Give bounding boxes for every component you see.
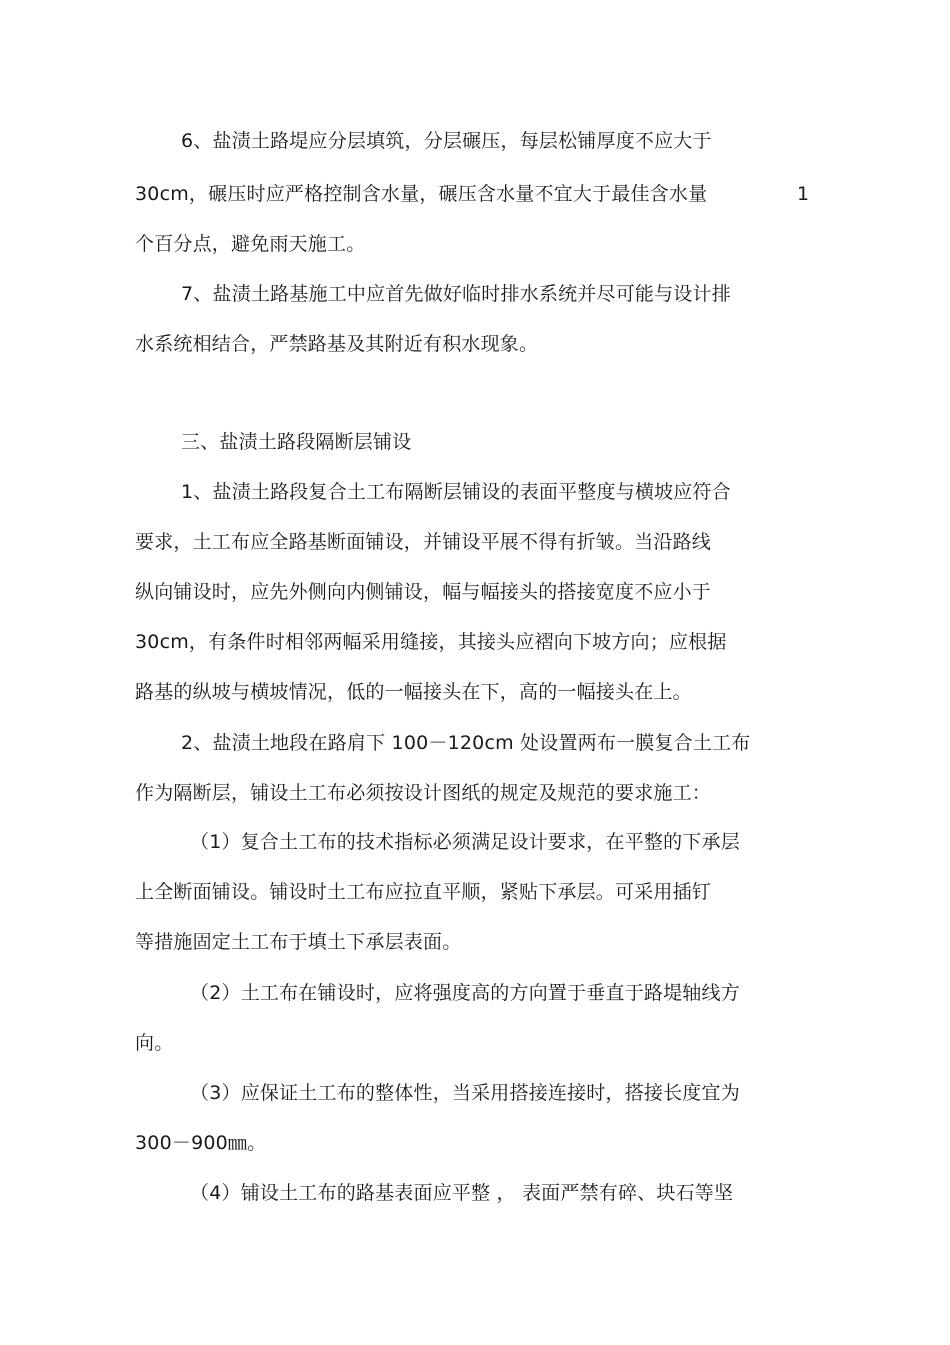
subitem-2-line-2: 向。 [135,1032,174,1054]
section-heading: 三、盐渍土路段隔断层铺设 [181,431,412,453]
item-2-line-2: 作为隔断层，铺设土工布必须按设计图纸的规定及规范的要求施工： [135,782,712,804]
subitem-1-line-2: 上全断面铺设。铺设时土工布应拉直平顺，紧贴下承层。可采用插钉 [135,881,712,903]
item-2-line-1: 2、盐渍土地段在路肩下 100－120cm 处设置两布一膜复合土工布 [181,732,751,754]
item-1-line-5: 路基的纵坡与横坡情况，低的一幅接头在下，高的一幅接头在上。 [135,681,692,703]
item-1-line-1: 1、盐渍土路段复合土工布隔断层铺设的表面平整度与横坡应符合 [181,481,731,503]
item-1-line-3: 纵向铺设时，应先外侧向内侧铺设，幅与幅接头的搭接宽度不应小于 [135,581,712,603]
paragraph-6-line-2-number: 1 [797,183,810,205]
subitem-4-line-1: （4）铺设土工布的路基表面应平整 ， 表面严禁有碎、块石等坚 [190,1182,734,1204]
item-1-line-4: 30cm，有条件时相邻两幅采用缝接，其接头应褶向下坡方向；应根据 [135,631,727,653]
subitem-3-line-1: （3）应保证土工布的整体性，当采用搭接连接时，搭接长度宜为 [190,1082,740,1104]
paragraph-7-line-1: 7、盐渍土路基施工中应首先做好临时排水系统并尽可能与设计排 [181,283,731,305]
subitem-3-line-2: 300－900㎜。 [135,1132,267,1154]
subitem-1-line-1: （1）复合土工布的技术指标必须满足设计要求，在平整的下承层 [190,831,740,853]
paragraph-7-line-2: 水系统相结合，严禁路基及其附近有积水现象。 [135,333,539,355]
subitem-2-line-1: （2）土工布在铺设时，应将强度高的方向置于垂直于路堤轴线方 [190,982,740,1004]
paragraph-6-line-3: 个百分点，避免雨天施工。 [135,233,366,255]
paragraph-6-line-1: 6、盐渍土路堤应分层填筑，分层碾压，每层松铺厚度不应大于 [181,130,712,152]
item-1-line-2: 要求，土工布应全路基断面铺设，并铺设平展不得有折皱。当沿路线 [135,531,712,553]
paragraph-6-line-2: 30cm，碾压时应严格控制含水量，碾压含水量不宜大于最佳含水量 [135,183,708,205]
subitem-1-line-3: 等措施固定土工布于填土下承层表面。 [135,931,462,953]
